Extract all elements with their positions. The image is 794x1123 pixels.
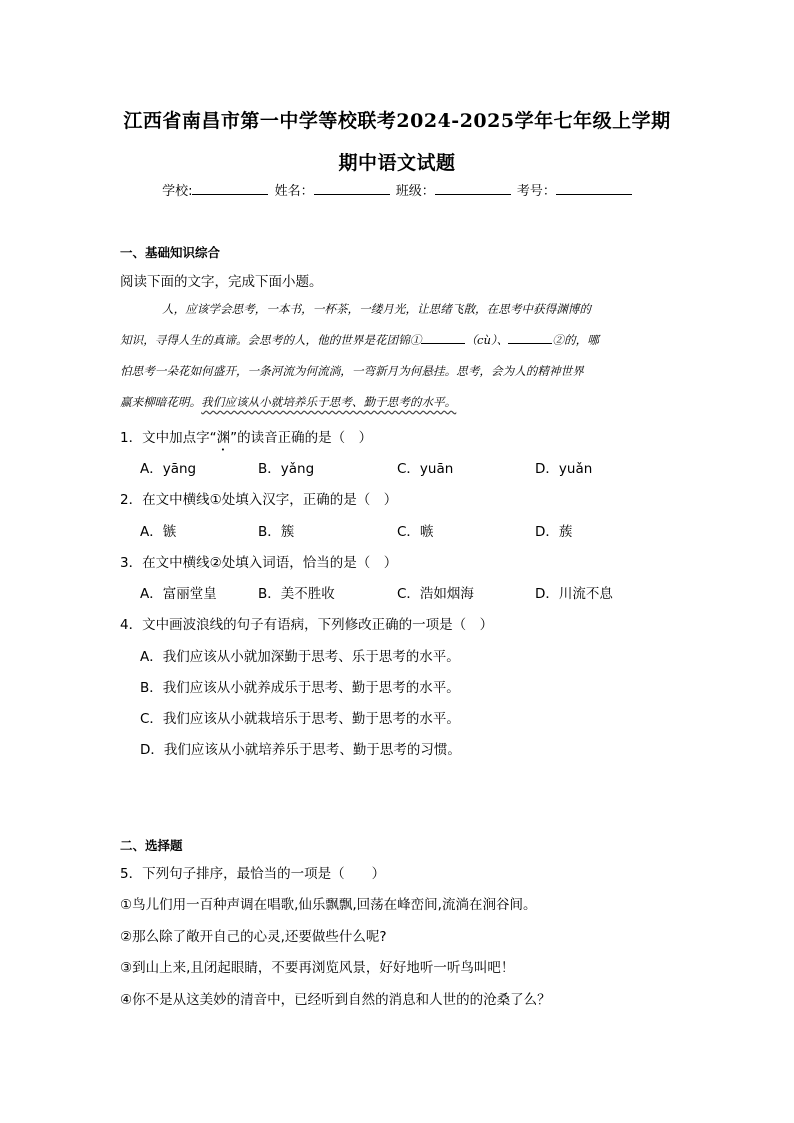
q2-option-a[interactable]: A．镞 — [140, 524, 177, 540]
question-5-stem: 5．下列句子排序，最恰当的一项是（ ） — [120, 866, 386, 882]
class-label: 班级： — [395, 184, 435, 199]
passage-line-2: 知识，寻得人生的真谛。会思考的人，他的世界是花团锦① （cù）、 ②的，哪 — [120, 333, 599, 347]
q3-option-b[interactable]: B．美不胜收 — [258, 586, 335, 602]
exam-title-line1: 江西省南昌市第一中学等校联考2024-2025学年七年级上学期 — [123, 110, 671, 132]
school-blank[interactable] — [192, 182, 268, 195]
q5-item-1: ①鸟儿们用一百种声调在唱歌,仙乐飘飘,回荡在峰峦间,流淌在涧谷间。 — [120, 897, 537, 913]
q1-option-c[interactable]: C．yuān — [397, 461, 454, 477]
q2-option-b[interactable]: B．簇 — [258, 524, 295, 540]
q5-item-3: ③到山上来,且闭起眼睛，不要再浏览风景，好好地听一听鸟叫吧！ — [120, 960, 515, 976]
q4-option-c[interactable]: C．我们应该从小就栽培乐于思考、勤于思考的水平。 — [140, 711, 460, 727]
q1-option-a[interactable]: A．yāng — [140, 461, 197, 477]
question-1-options — [140, 457, 635, 477]
name-blank[interactable] — [314, 182, 390, 195]
exam-title-line2: 期中语文试题 — [338, 152, 456, 174]
question-3-stem: 3．在文中横线②处填入词语，恰当的是（ ） — [120, 555, 398, 571]
section2-heading: 二、选择题 — [120, 838, 183, 853]
question-3-options — [140, 582, 635, 602]
q4-option-b[interactable]: B．我们应该从小就养成乐于思考、勤于思考的水平。 — [140, 680, 460, 696]
question-4-stem: 4．文中画波浪线的句子有语病，下列修改正确的一项是（ ） — [120, 617, 494, 633]
q3-option-a[interactable]: A．富丽堂皇 — [140, 586, 217, 602]
q3-option-c[interactable]: C．浩如烟海 — [397, 586, 474, 602]
student-info-row — [0, 180, 794, 199]
q3-option-d[interactable]: D．川流不息 — [535, 586, 613, 602]
question-1-stem: 1．文中加点字“渊”的读音正确的是（ ） — [120, 430, 373, 446]
question-2-options — [140, 520, 635, 540]
wavy-underlined-sentence: 我们应该从小就培养乐于思考、勤于思考的水平。 — [201, 395, 457, 409]
class-blank[interactable] — [435, 182, 511, 195]
blank-1 — [421, 332, 465, 344]
q5-item-4: ④你不是从这美妙的清音中，已经听到自然的消息和人世的的沧桑了么？ — [120, 992, 551, 1008]
id-blank[interactable] — [556, 182, 632, 195]
reading-passage — [120, 294, 676, 418]
q4-option-a[interactable]: A．我们应该从小就加深勤于思考、乐于思考的水平。 — [140, 649, 460, 665]
q4-option-d[interactable]: D．我们应该从小就培养乐于思考、勤于思考的习惯。 — [140, 742, 461, 758]
dotted-char: 渊 — [216, 430, 231, 446]
id-label: 考号： — [516, 184, 556, 199]
section1-heading: 一、基础知识综合 — [120, 245, 221, 260]
name-label: 姓名： — [274, 184, 314, 199]
passage-line-1: 人，应该学会思考，一本书，一杯茶，一缕月光，让思绪飞散，在思考中获得渊博的 — [162, 302, 591, 316]
passage-line-3: 怕思考一朵花如何盛开，一条河流为何流淌，一弯新月为何悬挂。思考，会为人的精神世界 — [120, 364, 584, 378]
q2-option-d[interactable]: D．蔟 — [535, 524, 573, 540]
q1-option-d[interactable]: D．yuǎn — [535, 461, 593, 477]
blank-2 — [508, 332, 552, 344]
section1-instruction: 阅读下面的文字，完成下面小题。 — [120, 274, 323, 290]
question-2-stem: 2．在文中横线①处填入汉字，正确的是（ ） — [120, 492, 398, 508]
q2-option-c[interactable]: C．嗾 — [397, 524, 434, 540]
school-label: 学校: — [162, 184, 193, 199]
q5-item-2: ②那么除了敞开自己的心灵,还要做些什么呢? — [120, 929, 387, 945]
passage-line-4: 赢来柳暗花明。我们应该从小就培养乐于思考、勤于思考的水平。 — [120, 395, 457, 409]
q1-option-b[interactable]: B．yǎng — [258, 461, 315, 477]
